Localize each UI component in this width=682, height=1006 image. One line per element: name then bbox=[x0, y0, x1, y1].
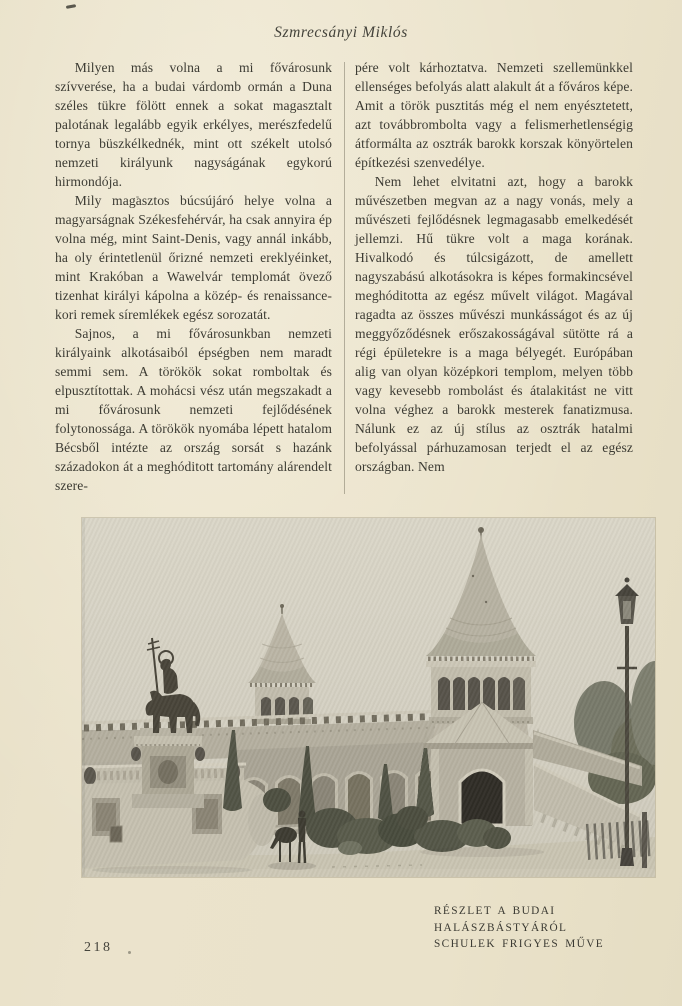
caption-line: SCHULEK FRIGYES MŰVE bbox=[434, 938, 605, 950]
text-column-right bbox=[355, 58, 633, 495]
text-column-left bbox=[55, 58, 332, 495]
page-header-author: Szmrecsányi Miklós bbox=[274, 24, 408, 41]
page-number: 218 bbox=[84, 940, 113, 955]
photo-illustration bbox=[82, 518, 655, 877]
paragraph: Mily magasztos búcsújáró helye volna a magyarságnak Székesfehérvár, ha csak annyira ép volna még, mint Saint-Denis, vagy annál inkább, ha oly érintetlenül őrizné nemzeti ereklyéinket, mint Krakóban a Wawelvár templomát övező tizenhat királyi kápolna a közép- és renaissance-kori remek síremlékek egész sorozatát. bbox=[55, 193, 333, 322]
statue-pedestal bbox=[131, 728, 205, 808]
scan-artifact-speck bbox=[136, 196, 139, 198]
halaszbastya-photograph bbox=[82, 518, 655, 877]
paragraph: pére volt kárhoztatva. Nemzeti szellemünkkel ellenséges befolyás alatt alakult át a főváros képe. Amit a török pusztitás még el nem enyésztetett, azt továbbrombolta vagy a felismerhetlenségig átformálta az osztrák barokk korszak könyörtelen építkezési szenvedélye. bbox=[355, 60, 633, 170]
figure-caption bbox=[434, 903, 674, 953]
scan-artifact-dot bbox=[128, 951, 131, 954]
paragraph: Milyen más volna a mi fővárosunk szívverése, ha a budai várdomb ormán a Duna széles tükre fölött ennek a sokat magasztalt palotának legalább egyik erkélyes, merészfedelű tornya büszkélkednék, mint ott székelt utolsó nemzeti királyunk nagyságának egykorú hirmondója. bbox=[55, 60, 333, 189]
text-block bbox=[55, 58, 633, 495]
paragraph: Nem lehet elvitatni azt, hogy a barokk művészetben megvan az a nagy vonás, mely a művészeti fejlődésnek legmagasabb emelkedését jellemzi. Hű tükre volt a maga korának. Hivalkodó és túlcsigázott, de amellett nagyszabású alkotásokra is képes formakincsével meghóditotta az egész művelt világot. Magával ragadta az összes művészi munkásságot és az új meggyőződésnek erőszakosságával sütötte rá a régi épületekre is a maga bélyegét. Európában alig van olyan középkori templom, melyen több vagy kevesebb rombolást és átalakitást ne vitt volna véghez a barokk mesterek fanatizmusa. Nálunk ez az új stílus az osztrák hatalmi befolyással párhuzamosan terjedt el az egész országban. Nem bbox=[355, 174, 633, 474]
scan-artifact-dash bbox=[66, 4, 76, 9]
caption-line: RÉSZLET A BUDAI HALÁSZBÁSTYÁRÓL bbox=[434, 905, 568, 934]
paragraph: Sajnos, a mi fővárosunkban nemzeti királyaink alkotásaiból épségben nem maradt semmi sem. A törökök sokat romboltak és elpusztítottak. A mohácsi vész után megszakadt a mi fővárosunk nemzeti fejlődésének folytonossága. A törökök nyomába lépett hatalom Bécsből intézte az ország sorsát s hazánk századokon át a meghóditott tartomány alárendelt szere- bbox=[55, 326, 333, 493]
